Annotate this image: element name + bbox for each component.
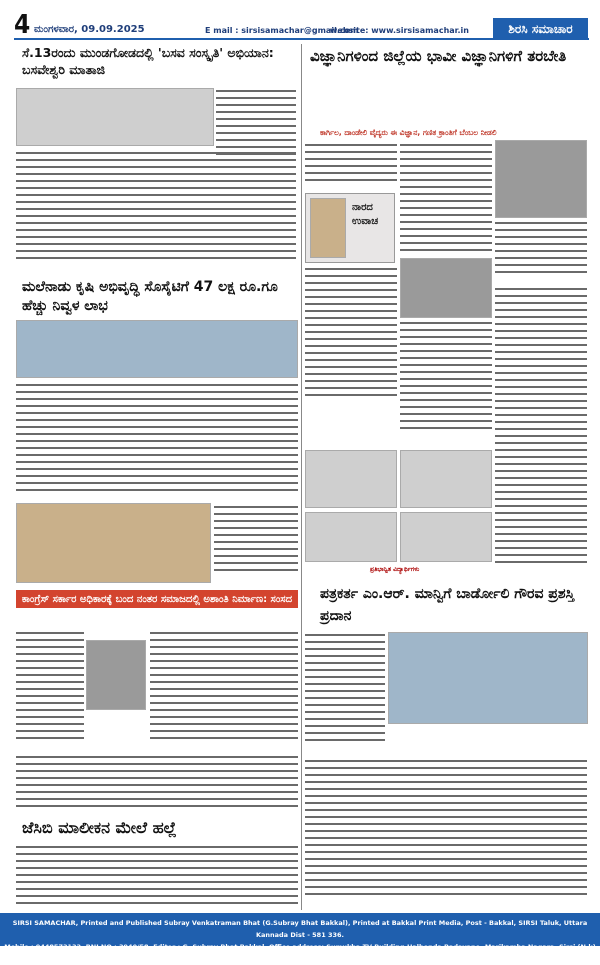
malenadu-body-text: [16, 384, 298, 504]
headline-scientists: ವಿಜ್ಞಾನಿಗಳಿಂದ ಜಿಲ್ಲೆಯ ಭಾವೀ ವಿಜ್ಞಾನಿಗಳಿಗೆ ತರಬೇತಿ: [310, 47, 567, 65]
page-number: 4: [14, 10, 31, 40]
jcb-body-text: [16, 846, 298, 910]
photo-students-2: [400, 450, 492, 508]
scientists-subheadline: ಕಾರ್ಗಿಲ, ದಾಂಡೇಲಿ ವೈದ್ಯರು ಈ ವಿಜ್ಞಾನ, ಗಣಿತ ಕ್ರಾಂತಿಗೆ ಬೆಂಬಲ ನೀಡಲಿ: [320, 128, 497, 137]
narada-title-2: ಉವಾಚ: [352, 216, 379, 227]
scientists-mid-text: [400, 322, 492, 442]
headline-basava: ಸೆ.13ರಂದು ಮುಂಡಗೋಡದಲ್ಲಿ 'ಬಸವ ಸಂಸ್ಕೃತಿ' ಅಭಿಯಾನ: ಬಸವೇಶ್ವರಿ ಮಾತಾಜಿ: [22, 45, 274, 77]
photo-kageri: [86, 640, 146, 710]
headline-malenadu: ಮಲೆನಾಡು ಕೃಷಿ ಅಭಿವೃದ್ಧಿ ಸೊಸೈಟಿಗೆ 47 ಲಕ್ಷ ರೂ.ಗೂ ಹೆಚ್ಚು ನಿವ್ವಳ ಲಾಭ: [22, 279, 278, 314]
issue-date: ಮಂಗಳವಾರ, 09.09.2025: [34, 24, 145, 35]
award-body-text: [305, 760, 587, 908]
headline-jcb: ಜೆಸಿಬಿ ಮಾಲೀಕನ ಮೇಲೆ ಹಲ್ಲೆ: [22, 818, 177, 837]
award-col1-text: [305, 634, 385, 754]
scientists-col1-text: [305, 144, 397, 190]
column-divider: [301, 44, 302, 910]
scientists-col2-text: [400, 144, 492, 264]
narada-cartoon: [310, 198, 346, 258]
masthead-website: website: www.sirsisamachar.in: [330, 26, 469, 35]
narada-uvacha-box: [305, 193, 395, 263]
headline-congress-banner: [16, 590, 298, 624]
imprint-line-1: SIRSI SAMACHAR, Printed and Published Subray Venkatraman Bhat (G.Subray Bhat Bakkal), Printed at Bakkal Print Media, Post - Bakkal, SIRSI Taluk, Uttara Kannada Dist - 581 336.: [12, 919, 588, 939]
basava-body-text: [16, 152, 296, 272]
photo-students-3: [305, 512, 397, 562]
photo-basava-meeting: [16, 88, 214, 146]
headline-manvi-award: ಪತ್ರಕರ್ತ ಎಂ.ಆರ್. ಮಾನ್ವಿಗೆ ಬಾರ್ಡೋಲಿ ಗೌರವ ಪ್ರಶಸ್ತಿ ಪ್ರದಾನ: [320, 586, 575, 624]
basava-intro-text: [216, 90, 296, 160]
photo-event-officials: [16, 503, 211, 583]
photo-scientist-portraits: [495, 140, 587, 218]
narada-title-1: ನಾರದ: [352, 202, 373, 213]
scientists-right-text: [495, 288, 587, 578]
students-photo-caption: ಪ್ರತಿಭಾನ್ವಿತ ವಿದ್ಯಾರ್ಥಿಗಳು: [370, 566, 420, 573]
congress-col1-text: [16, 632, 84, 752]
photo-students-1: [305, 450, 397, 508]
masthead-brand: ಶಿರಸಿ ಸಮಾಚಾರ: [493, 18, 588, 40]
photo-society-meeting: [16, 320, 298, 378]
scientists-col3-text: [495, 222, 587, 282]
photo-award-ceremony: [388, 632, 588, 724]
imprint-footer: [0, 913, 600, 963]
photo-two-portraits: [400, 258, 492, 318]
scientists-lower-text: [305, 268, 397, 408]
photo-students-4: [400, 512, 492, 562]
imprint-line-2: Mobile : 9448573133. RNI NO : 3940/58, Editor : G. Subray Bhat Bakkal. Office address: Sumukha TV Building,Halhonda Badavane, Marikamba Nagara, Sirsi (N.k) 581401: [4, 943, 596, 963]
masthead-email: E mail : sirsisamachar@gmail.com: [205, 26, 359, 35]
congress-col3-text: [16, 756, 298, 816]
headline-congress: ಕಾಂಗ್ರೆಸ್ ಸರ್ಕಾರ ಅಧಿಕಾರಕ್ಕೆ ಬಂದ ನಂತರ ಸಮಾಜದಲ್ಲಿ ಅಶಾಂತಿ ನಿರ್ಮಾಣ: ಸಂಸದ ಕಾಗೇರಿ: [21, 594, 293, 624]
side-brief-text: [214, 506, 298, 584]
congress-col2-text: [150, 632, 298, 752]
